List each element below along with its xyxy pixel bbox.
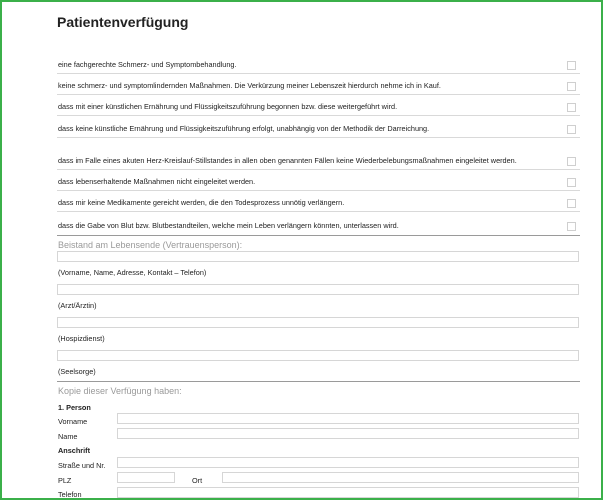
statement-row [57, 212, 580, 234]
statement-text: dass die Gabe von Blut bzw. Blutbestandteilen, welche mein Leben verlängern könnten, unterlassen wird. [58, 221, 399, 230]
document-title: Patientenverfügung [57, 14, 189, 30]
statement-text: dass mir keine Medikamente gereicht werden, die den Todesprozess unnötig verlängern. [58, 198, 345, 207]
statement-text: dass im Falle eines akuten Herz-Kreislauf-Stillstandes in allen oben genannten Fällen keine Wiederbelebungsmaßnahmen eingeleitet werden. [58, 156, 517, 165]
street-label: Straße und Nr. [58, 461, 106, 470]
doctor-caption: (Arzt/Ärztin) [58, 301, 97, 310]
hospice-input[interactable] [57, 317, 579, 328]
statement-checkbox[interactable] [567, 222, 576, 231]
statement-row [57, 56, 580, 74]
statement-text: eine fachgerechte Schmerz- und Symptombehandlung. [58, 60, 237, 69]
hospice-caption: (Hospizdienst) [58, 334, 105, 343]
statement-checkbox[interactable] [567, 103, 576, 112]
zip-label: PLZ [58, 476, 72, 485]
statement-row [57, 138, 580, 170]
pastoral-care-caption: (Seelsorge) [58, 367, 96, 376]
copy-section-title: Kopie dieser Verfügung haben: [58, 386, 182, 396]
trusted-person-input[interactable] [57, 251, 579, 262]
support-section-title: Beistand am Lebensende (Vertrauensperson): [58, 240, 243, 250]
form-page [57, 0, 580, 500]
pastoral-care-input[interactable] [57, 350, 579, 361]
statement-text: dass lebenserhaltende Maßnahmen nicht eingeleitet werden. [58, 177, 256, 186]
section-divider [57, 381, 580, 382]
statement-checkbox[interactable] [567, 125, 576, 134]
person-heading: 1. Person [58, 403, 91, 412]
statement-text: dass keine künstliche Ernährung und Flüssigkeitszuführung erfolgt, unabhängig von der Methodik der Darreichung. [58, 124, 430, 133]
city-label: Ort [192, 476, 203, 485]
statement-checkbox[interactable] [567, 82, 576, 91]
statement-row [57, 95, 580, 116]
statement-checkbox[interactable] [567, 61, 576, 70]
name-label: Name [58, 432, 78, 441]
city-input[interactable] [222, 472, 579, 483]
first-name-input[interactable] [117, 413, 579, 424]
statement-row [57, 116, 580, 138]
statement-row [57, 74, 580, 95]
statement-row [57, 170, 580, 191]
statement-checkbox[interactable] [567, 157, 576, 166]
doctor-input[interactable] [57, 284, 579, 295]
statement-row [57, 191, 580, 212]
zip-input[interactable] [117, 472, 175, 483]
name-input[interactable] [117, 428, 579, 439]
phone-input[interactable] [117, 487, 579, 498]
statement-text: dass mit einer künstlichen Ernährung und Flüssigkeitszuführung begonnen bzw. diese weitergeführt wird. [58, 102, 398, 111]
phone-label: Telefon [58, 490, 82, 499]
statement-text: keine schmerz- und symptomlindernden Maßnahmen. Die Verkürzung meiner Lebenszeit hierdurch nehme ich in Kauf. [58, 81, 441, 90]
statement-checkbox[interactable] [567, 199, 576, 208]
statement-checkbox[interactable] [567, 178, 576, 187]
section-divider [57, 235, 580, 236]
trusted-person-caption: (Vorname, Name, Adresse, Kontakt – Telefon) [58, 268, 207, 277]
street-input[interactable] [117, 457, 579, 468]
first-name-label: Vorname [58, 417, 88, 426]
address-heading: Anschrift [58, 446, 91, 455]
